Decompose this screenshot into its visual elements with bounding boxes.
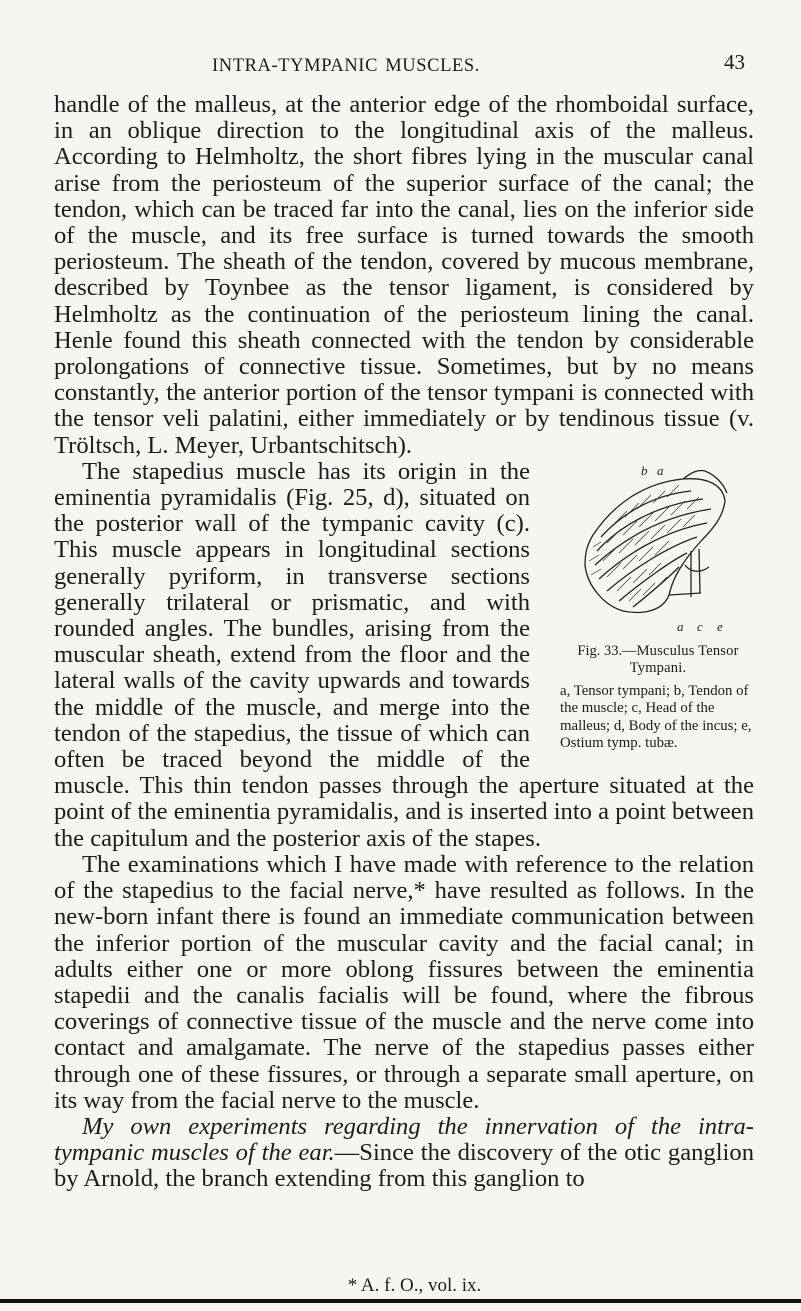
figure-33 [552, 465, 764, 753]
section-text: —Since the discovery of the otic ganglion by Arnold, the branch extending from this ganglion to [54, 1139, 754, 1193]
body-text [54, 92, 754, 1193]
paragraph-continued [54, 92, 754, 459]
label-e: e [717, 618, 723, 634]
section-heading: My own experiments regarding the innervation of the intra-tympanic muscles of the ear. [54, 1112, 754, 1167]
bottom-rule [0, 1299, 801, 1303]
paragraph-1-text: handle of the malleus, at the anterior edge of the rhomboidal surface, in an oblique direction to the longitudinal axis of the malleus. According to Helmholtz, the short fibres lying in the muscular canal arise from the periosteum of the superior surface of the canal; the tendon, which can be traced far into the canal, lies on the inferior side of the muscle, and its free surface is turned towards the smooth periosteum. The sheath of the tendon, covered by mucous membrane, described by Toynbee as the tensor ligament, is considered by Helmholtz as the continuation of the periosteum lining the canal. Henle found this sheath connected with the tendon by considerable prolongations of connective tissue. Sometimes, but by no means constantly, the anterior portion of the tensor tympani is connected with the tensor veli palatini, either immediately or by tendinous tissue (v. Tröltsch, L. Meyer, Urbantschitsch). [54, 91, 754, 459]
page-header [0, 50, 801, 80]
page-number: 43 [724, 50, 745, 74]
paragraph-experiments [54, 1114, 754, 1193]
paragraph-examinations: The examinations which I have made with reference to the relation of the stapedius to the facial nerve,* have resulted as follows. In the new-born infant there is found an immediate communication between the inferior portion of the muscular cavity and the facial canal; in adults either one or more oblong fissures between the eminentia stapedii and the canalis facialis will be found, where the fibrous coverings of connective tissue of the muscle and the nerve come into contact and amalgamate. The nerve of the stapedius passes either through one of these fissures, or through a separate small aperture, on its way from the facial nerve to the muscle. [54, 850, 754, 1114]
tensor-tympani-illustration [573, 465, 743, 635]
figure-caption-title: Musculus Tensor Tympani. [629, 642, 739, 676]
label-b: b [641, 464, 648, 478]
label-a-bottom: a [677, 618, 684, 634]
running-title: INTRA-TYMPANIC MUSCLES. [212, 56, 480, 76]
figure-caption [552, 643, 764, 677]
figure-legend: a, Tensor tympani; b, Tendon of the muscle; c, Head of the malleus; d, Body of the incus; e, Ostium tymp. tubæ. [560, 682, 752, 752]
paragraph-stapedius: The stapedius muscle has its origin in the eminentia pyramidalis (Fig. 25, d), situated on the posterior wall of the tympanic cavity (c). This muscle appears in longitudinal sections generally pyriform, in transverse sections generally trilateral or prismatic, and with rounded angles. The bundles, arising from the muscular sheath, extend from the floor and the lateral walls of the cavity upwards and towards the middle of the muscle, and merge into the tendon of the stapedius, the tissue of which can often be traced beyond the middle of the muscle. This thin tendon passes through the aperture situated at the point of the eminentia pyramidalis, and is inserted into a point between the capitulum and the posterior axis of the stapes. [54, 457, 754, 852]
footnote: * A. f. O., vol. ix. [347, 1275, 482, 1296]
label-a-top: a [657, 464, 664, 478]
figure-caption-label: Fig. 33.— [577, 642, 637, 659]
label-c: c [697, 618, 703, 634]
